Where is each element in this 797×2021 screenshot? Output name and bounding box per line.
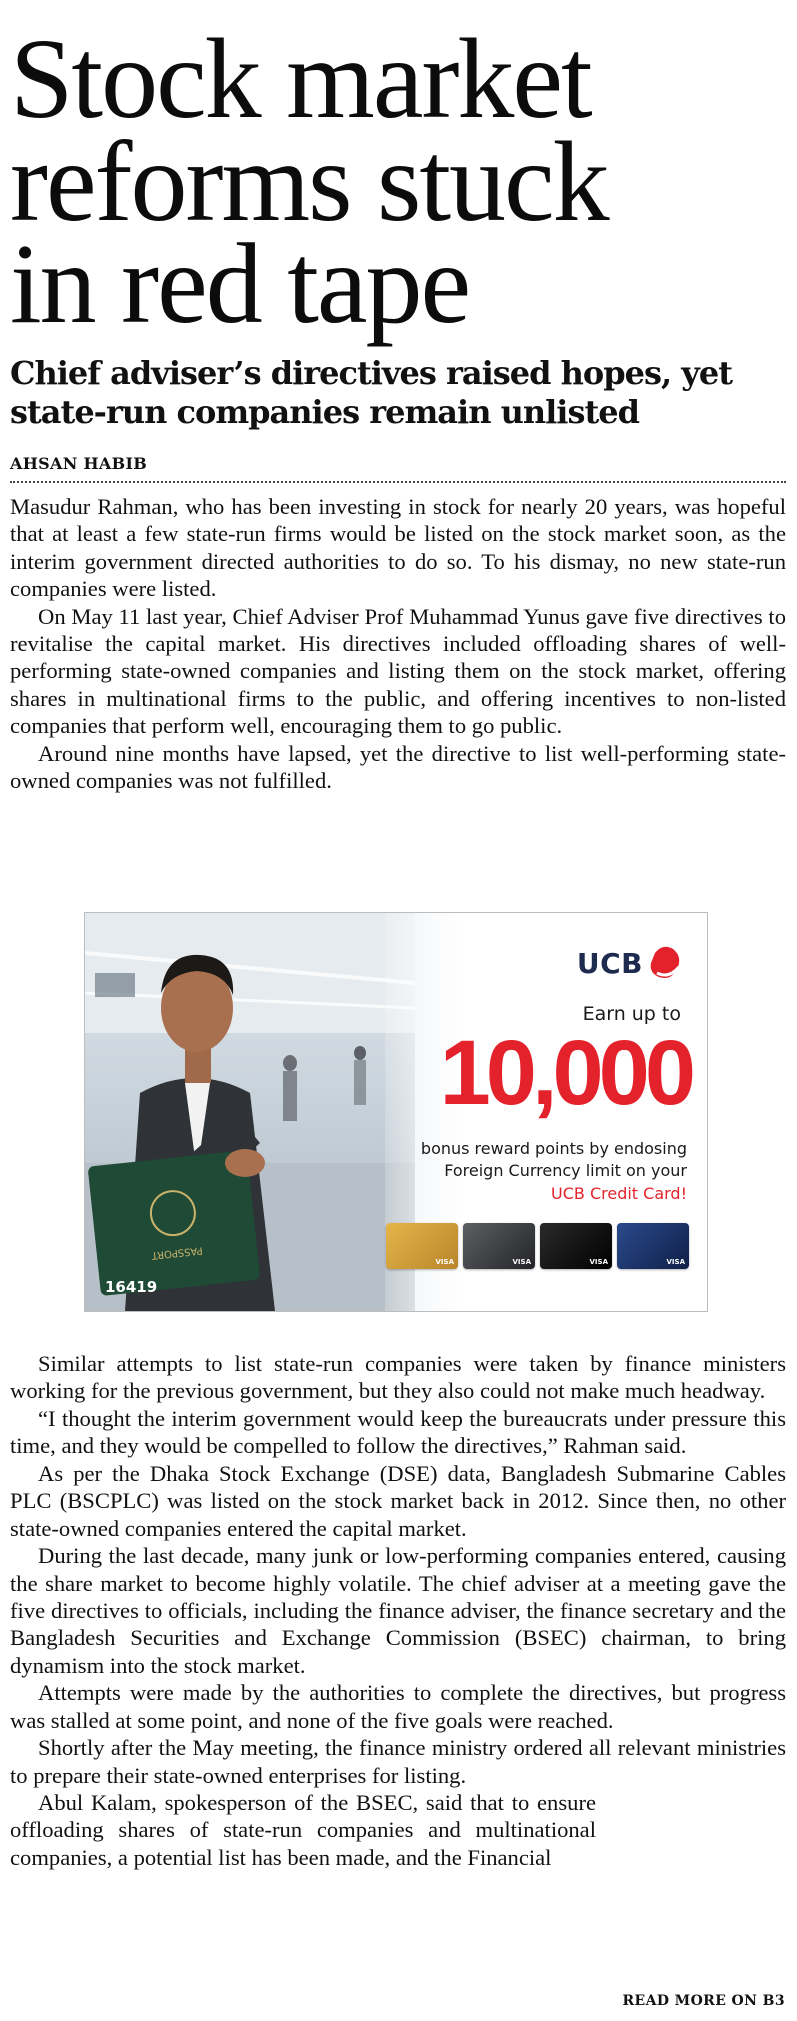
credit-card-gold: VISA: [386, 1223, 458, 1269]
paragraph: Similar attempts to list state-run companies were taken by finance ministers working for the previous government, but they also could not make much headway.: [10, 1351, 786, 1404]
ad-promo-panel: [385, 913, 707, 1311]
paragraph: Attempts were made by the authorities to complete the directives, but progress was stalled at some point, and none of the five goals were reached.: [10, 1680, 786, 1733]
ucb-logo-mark-icon: [649, 943, 683, 983]
ucb-logo-text: UCB: [576, 946, 643, 980]
paragraph: Masudur Rahman, who has been investing in stock for nearly 20 years, was hopeful that at least a few state-run firms would be listed on the stock market soon, as the interim government directed authorities to do so. To his dismay, no new state-run companies were listed.: [10, 493, 786, 602]
article-intro: [10, 493, 786, 795]
article-continued: [10, 1350, 786, 1871]
ad-hotline-number: 16419: [105, 1278, 158, 1296]
ad-desc-line-2: Foreign Currency limit on your: [444, 1161, 687, 1181]
paragraph: As per the Dhaka Stock Exchange (DSE) data, Bangladesh Submarine Cables PLC (BSCPLC) was listed on the stock market back in 2012. Since then, no other state-owned companies entered the capital market.: [10, 1460, 786, 1541]
paragraph: During the last decade, many junk or low-performing companies entered, causing the share market to become highly volatile. The chief adviser at a meeting gave the five directives to officials, including the finance adviser, the finance secretary and the Bangladesh Securities and Exchange Commission (BSEC) chairman, to bring dynamism into the stock market.: [10, 1543, 786, 1678]
ad-earn-text: Earn up to: [582, 1003, 681, 1025]
ad-description: [387, 1138, 687, 1205]
paragraph: Shortly after the May meeting, the finance ministry ordered all relevant ministries to prepare their state-owned enterprises for listing.: [10, 1735, 786, 1788]
ad-desc-line-1: bonus reward points by endosing: [420, 1139, 687, 1158]
credit-cards-row: [386, 1223, 689, 1269]
ad-reward-amount: 10,000: [439, 1022, 691, 1124]
airport-scene-illustration: [85, 913, 415, 1311]
credit-card-black: VISA: [540, 1223, 612, 1269]
credit-card-blue: VISA: [617, 1223, 689, 1269]
headline-line-2: reforms stuck: [10, 117, 608, 245]
paragraph-last: Abul Kalam, spokesperson of the BSEC, said that to ensure offloading shares of state-run companies and multinational companies, a potential list has been made, and the Financial: [10, 1790, 596, 1870]
article-page: [10, 0, 786, 795]
subheadline: Chief adviser’s directives raised hopes, yet state-run companies remain unlisted: [10, 353, 733, 431]
ucb-logo: [577, 943, 683, 983]
credit-card-platinum: VISA: [463, 1223, 535, 1269]
headline-line-1: Stock market: [10, 15, 591, 142]
read-more-link[interactable]: READ MORE ON B3: [622, 1993, 785, 2009]
byline: AHSAN HABIB: [10, 454, 786, 483]
paragraph: On May 11 last year, Chief Adviser Prof Muhammad Yunus gave five directives to revitalise the capital market. His directives included offloading shares of well-performing state-owned companies and listing them on the stock market, offering shares in multinational firms to the public, and offering incentives to non-listed companies that perform well, encouraging them to go public.: [10, 603, 786, 739]
ad-desc-highlight: UCB Credit Card!: [551, 1183, 687, 1203]
headline-line-3: in red tape: [10, 220, 470, 348]
paragraph: Around nine months have lapsed, yet the directive to list well-performing state-owned companies was not fulfilled.: [10, 740, 786, 794]
svg-text:PASSPORT: PASSPORT: [151, 1244, 204, 1261]
ad-photo-man-holding-passport: [85, 913, 415, 1311]
paragraph: “I thought the interim government would keep the bureaucrats under pressure this time, and they would be compelled to follow the directives,” Rahman said.: [10, 1405, 786, 1459]
ucb-advertisement[interactable]: [84, 912, 708, 1312]
headline: [10, 15, 786, 348]
